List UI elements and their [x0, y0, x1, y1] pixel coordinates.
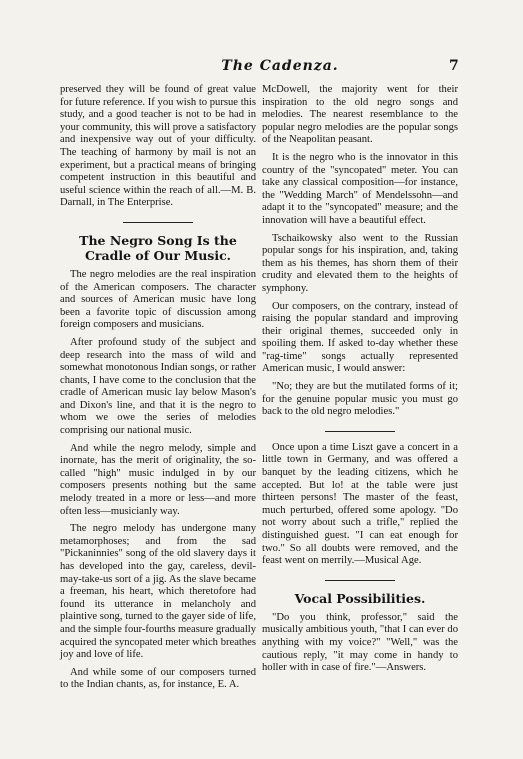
paragraph: The negro melodies are the real inspiration of the American composers. The character and sources of American music have long been a favorite topic of discussion among foreign composers and musicians. — [60, 268, 256, 331]
paragraph: It is the negro who is the innovator in this country of the "syncopated" meter. You can take any classical composition—for instance, the "Wedding March" of Mendelssohn—and adapt it to the "syncopated" measure; and the innovation will have a beautiful effect. — [262, 151, 458, 226]
paragraph: McDowell, the majority went for their inspiration to the old negro songs and melodies. The nearest resemblance to the popular negro melodies are the popular songs of the Neapolitan peasant. — [262, 84, 458, 146]
right-column — [262, 84, 458, 680]
page-header — [0, 58, 523, 80]
paragraph: Our composers, on the contrary, instead of raising the popular standard and improving their original themes, succeeded only in spoiling them. If asked to-day whether these "rag-time" songs actually represented American music, I would answer: — [262, 300, 458, 375]
paragraph: "No; they are but the mutilated forms of it; for the genuine popular music you must go back to the old negro melodies." — [262, 381, 458, 418]
page-number: 7 — [449, 58, 459, 74]
vocal-anecdote: "Do you think, professor," said the musically ambitious youth, "that I can ever do anything with my voice?" "Well," was the cautious reply, "it may come in handy to holler with in case of fire."—Answers. — [262, 611, 458, 674]
paragraph: Tschaikowsky also went to the Russian popular songs for his inspiration, and, taking them as his themes, has shorn them of their crudity and elevated them to the heights of symphony. — [262, 232, 458, 294]
article-title-vocal-possibilities: Vocal Possibilities. — [294, 590, 426, 606]
paragraph: And while the negro melody, simple and inornate, has the merit of originality, the so-called "high" music indulged in by our composers presents nothing but the same melody treated in a more or less—and more often less—musicianly way. — [60, 442, 256, 517]
section-divider — [123, 222, 193, 223]
masthead-title: The Cadenza. — [221, 58, 339, 74]
paragraph: And while some of our composers turned to the Indian chants, as, for instance, E. A. — [60, 666, 256, 691]
section-divider — [325, 580, 395, 581]
liszt-anecdote: Once upon a time Liszt gave a concert in a little town in Germany, and was offered a banquet by the leading citizens, which he accepted. But lo! at the table were just thirteen persons! The master of the feast, much perturbed, offered some apology. "Do not worry about such a trifle," replied the distinguished guest. "I can eat enough for two." So all doubts were removed, and the feast went on merrily.—Musical Age. — [262, 441, 458, 567]
article-title-negro-song: The Negro Song Is the Cradle of Our Music. — [79, 232, 237, 263]
paragraph: The negro melody has undergone many metamorphoses; and from the sad "Pickaninnies" song of the old slavery days it has developed into the gay, careless, devil-may-take-us sort of a jig. As the slave became a freeman, his heart, which theretofore had found its utterance in melancholy and plaintive song, turned to the gayer side of life, and the simple four-fourths measure gradually acquired the syncopated meter which breathes joy and love of life. — [60, 523, 257, 661]
section-divider — [325, 431, 395, 432]
paragraph: After profound study of the subject and deep research into the mass of wild and somewhat monotonous Indian songs, or rather chants, I have come to the conclusion that the cradle of American music lay below Mason's and Dixon's line, and that it is the negro to whom we owe the series of melodies comprising our national music. — [60, 336, 256, 437]
intro-paragraph: preserved they will be found of great value for future reference. If you wish to pursue this study, and a good teacher is not to be had in your community, this will prove a satisfactory and inexpensive way out of your difficulty. The teaching of harmony by mail is not an experiment, but a practical means of bringing competent instruction in this beautiful and useful science within the reach of all.—M. B. Darnall, in The Enterprise. — [60, 84, 256, 209]
left-column — [60, 84, 256, 697]
